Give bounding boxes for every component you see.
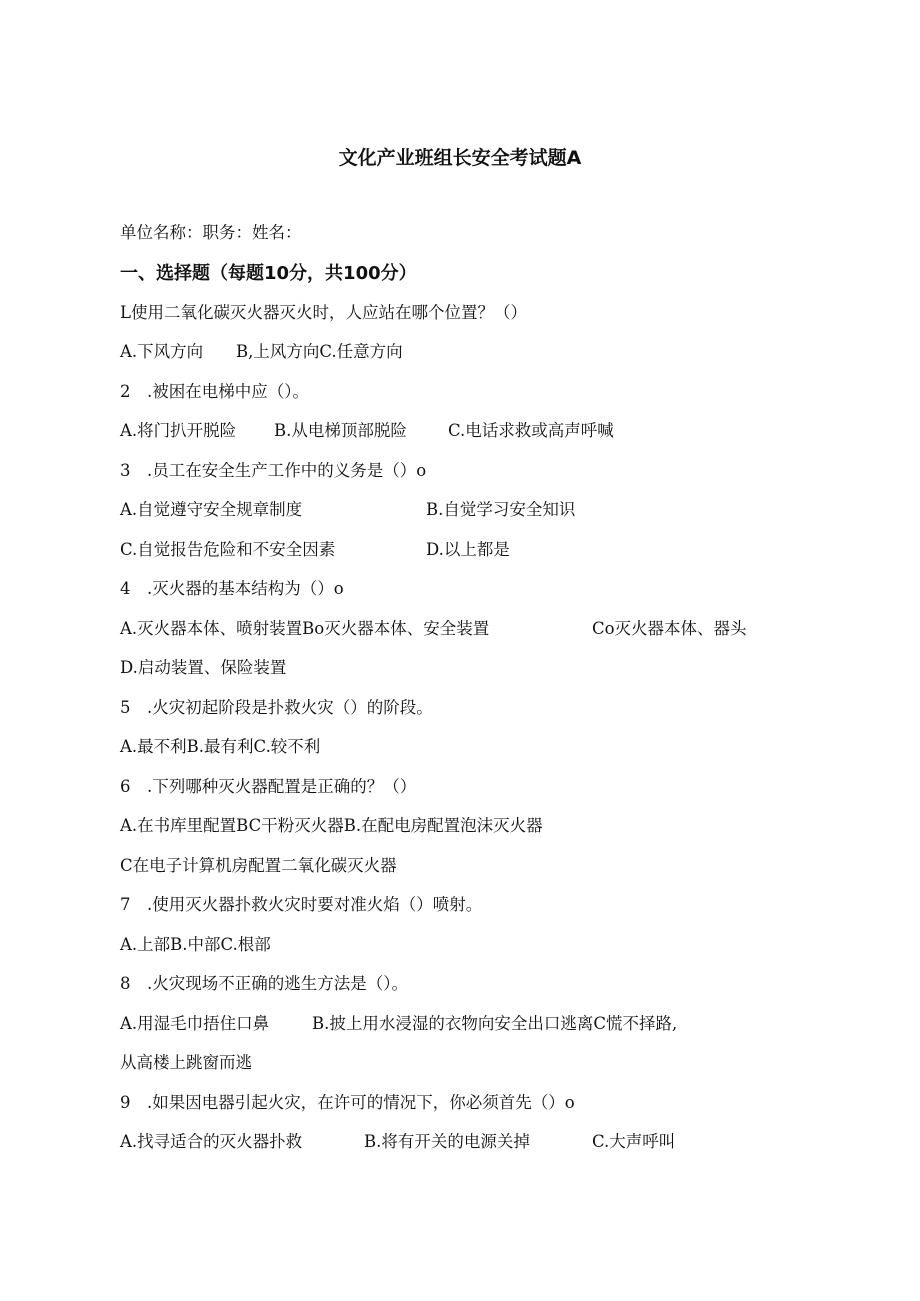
option-text: A.将门扒开脱险 (120, 421, 237, 440)
option-text: B.披上用水浸湿的衣物向安全出口逃离C慌不择路, (312, 1014, 678, 1033)
question-stem: 5 .火灾初起阶段是扑救火灾（）的阶段。 (120, 698, 433, 717)
question-stem: 3 .员工在安全生产工作中的义务是（）o (120, 461, 427, 480)
option-text: 从高楼上跳窗而逃 (120, 1053, 252, 1072)
option-text: B,上风方向C.任意方向 (236, 342, 403, 361)
option-text: A.在书库里配置BC干粉灭火器B.在配电房配置泡沫灭火器 (120, 816, 543, 835)
option-text: D.启动装置、保险装置 (120, 658, 287, 677)
option-text: D.以上都是 (426, 540, 510, 559)
question-stem: 9 .如果因电器引起火灾，在许可的情况下，你必须首先（）o (120, 1093, 575, 1112)
question-stem: 4 .灭火器的基本结构为（）o (120, 579, 344, 598)
option-text: A.自觉遵守安全规章制度 (120, 500, 303, 519)
exam-title: 文化产业班组长安全考试题A (338, 147, 582, 169)
option-text: A.找寻适合的灭火器扑救 (120, 1132, 303, 1151)
option-text: A.上部B.中部C.根部 (120, 935, 271, 954)
option-text: B.自觉学习安全知识 (426, 500, 576, 519)
option-text: C在电子计算机房配置二氧化碳灭火器 (120, 856, 397, 875)
option-text: A.最不利B.最有利C.较不利 (120, 737, 321, 756)
option-text: A.用湿毛巾捂住口鼻 (120, 1014, 270, 1033)
option-text: C.自觉报告危险和不安全因素 (120, 540, 336, 559)
question-stem: 2 .被困在电梯中应（）。 (120, 382, 309, 401)
question-stem: 8 .火灾现场不正确的逃生方法是（）。 (120, 974, 408, 993)
option-text: C.大声呼叫 (592, 1132, 676, 1151)
option-text: Co灭火器本体、器头 (592, 619, 747, 638)
question-stem: L使用二氧化碳灭火器灭火时，人应站在哪个位置？（） (120, 303, 527, 322)
option-text: B.将有开关的电源关掉 (364, 1132, 530, 1151)
question-stem: 6 .下列哪种灭火器配置是正确的？（） (120, 777, 417, 796)
option-text: B.从电梯顶部脱险 (274, 421, 407, 440)
question-stem: 7 .使用灭火器扑救火灾时要对准火焰（）喷射。 (120, 895, 483, 914)
info-line: 单位名称：职务：姓名： (120, 223, 302, 242)
option-text: C.电话求救或高声呼喊 (448, 421, 614, 440)
option-text: A.灭火器本体、喷射装置Bo灭火器本体、安全装置 (120, 619, 490, 638)
section-heading: 一、选择题（每题10分，共100分） (120, 263, 417, 284)
option-text: A.下风方向 (120, 342, 204, 361)
